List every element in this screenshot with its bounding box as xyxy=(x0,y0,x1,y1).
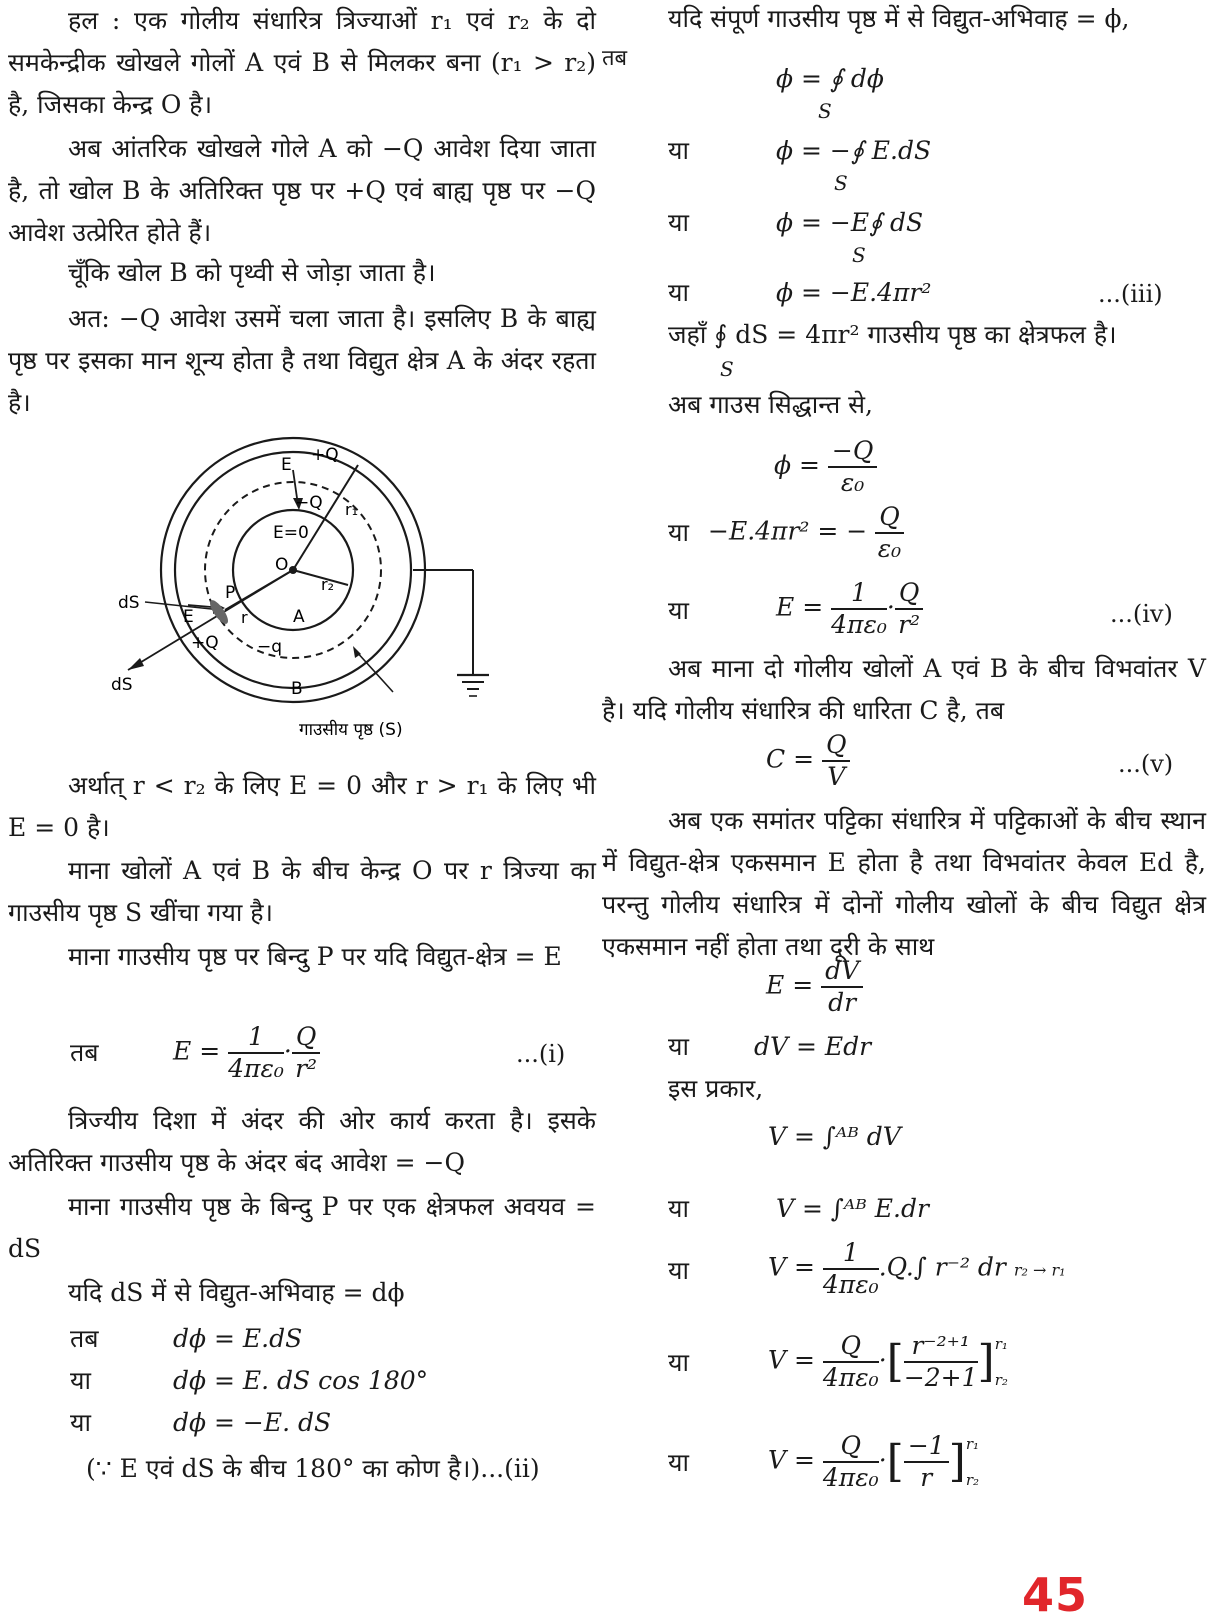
dS-arrowhead xyxy=(128,658,144,670)
eq-V-5: V = $\frac{Q}{\text{4πε₀}}$ ·[ $\frac{-1}{r}$ ] r₁ r₂ xyxy=(768,1426,979,1498)
gauss-law-text: अब गाउस सिद्धान्त से, xyxy=(668,390,873,419)
eq-V-4: V = $\frac{Q}{\text{4πε₀}}$ ·[ $\frac{\text{r⁻²⁺¹}}{-2+1}$ ] r₁ r₂ xyxy=(768,1326,1008,1398)
label-dS-left: dS xyxy=(118,593,140,613)
v5-bracket-open: [ xyxy=(886,1436,904,1487)
v4-den: 4πε₀ xyxy=(822,1363,879,1392)
eq-flux-2-prefix: या xyxy=(668,136,689,165)
paragraph-flux-element: यदि dS में से विद्युत-अभिवाह = dϕ xyxy=(68,1278,405,1307)
v5-limit-top: r₁ xyxy=(965,1435,980,1453)
g3-fraction-1 xyxy=(831,578,887,640)
g2-den: ε₀ xyxy=(877,534,902,563)
label-dS-bottom: dS xyxy=(111,675,133,695)
v5-num: Q xyxy=(823,1431,879,1463)
v3-lhs: V = xyxy=(768,1252,815,1282)
v5-bracket-den: r xyxy=(920,1463,933,1492)
label-A: A xyxy=(293,607,305,627)
g3-num1: 1 xyxy=(831,578,887,610)
v3-num: 1 xyxy=(823,1238,879,1270)
v4-bracket-close: ] xyxy=(977,1336,995,1387)
v4-bracket-den: −2+1 xyxy=(903,1363,978,1392)
v4-fraction xyxy=(823,1331,879,1393)
label-r2: r₂ xyxy=(321,575,334,594)
paragraph-earth: चूँकि खोल B को पृथ्वी से जोड़ा जाता है। xyxy=(68,258,436,287)
equation-i-number: ...(i) xyxy=(516,1040,566,1068)
paragraph-charge: अब आंतरिक खोखले गोले A को −Q आवेश दिया जाता है, तो खोल B के अतिरिक्त पृष्ठ पर +Q एवं बाह्य पृष्ठ पर −Q आवेश उत्प्रेरित होते हैं। xyxy=(8,134,596,247)
eq-V-3 xyxy=(768,1238,1066,1300)
g3-den2: r² xyxy=(898,610,921,639)
eq-flux-2: ϕ = −∮ E.dS xyxy=(776,136,932,165)
eq-flux-4: ϕ = −E.4πr² xyxy=(776,278,932,307)
c1-num: Q xyxy=(822,730,851,762)
v4-limit-top: r₁ xyxy=(994,1335,1008,1353)
g3-den1: 4πε₀ xyxy=(831,610,887,639)
label-minus-Q: −Q xyxy=(295,493,323,513)
eq1-lhs: E = xyxy=(173,1036,221,1066)
flux-total-text: यदि संपूर्ण गाउसीय पृष्ठ में से विद्युत-अभिवाह = ϕ, xyxy=(668,4,1130,33)
d1-lhs: E = xyxy=(766,970,814,1000)
eq-V-3-prefix: या xyxy=(668,1256,689,1285)
v4-limit-bottom: r₂ xyxy=(994,1371,1008,1389)
v5-fraction xyxy=(823,1431,879,1493)
g2-lhs: −E.4πr² = − xyxy=(708,516,868,546)
g1-lhs: ϕ = xyxy=(774,450,820,480)
eq-iv: E = $\frac{1}{\text{4πε₀}}$ · $\frac{Q}{\text{r²}}$ xyxy=(776,578,923,640)
label-tab: तब xyxy=(70,1038,99,1067)
eq1-fraction-1 xyxy=(228,1022,284,1084)
v5-bracket-num: −1 xyxy=(904,1431,949,1463)
eq-v-number: ...(v) xyxy=(1118,750,1174,778)
v5-bracket-close: ] xyxy=(948,1436,966,1487)
line-4-note: (∵ E एवं dS के बीच 180° का कोण है।)...(ii) xyxy=(86,1454,540,1483)
paragraph-field-at-P: माना गाउसीय पृष्ठ पर बिन्दु P पर यदि विद्युत-क्षेत्र = E xyxy=(68,942,562,971)
v4-lhs: V = xyxy=(768,1345,815,1375)
eq-flux-3-sub: S xyxy=(852,243,866,267)
eq-field-gradient xyxy=(766,956,863,1018)
eq1-num2: Q xyxy=(292,1022,321,1054)
v4-bracket-fraction xyxy=(904,1331,978,1393)
v3-fraction xyxy=(823,1238,879,1300)
solution-intro: हल : एक गोलीय संधारित्र त्रिज्याओं r₁ एवं r₂ के दो समकेन्द्रीक खोखले गोलों A एवं B से मिलकर बना (r₁ > r₂) है, जिसका केन्द्र O है। xyxy=(8,6,596,119)
g1-fraction xyxy=(828,436,877,498)
g3-lhs: E = xyxy=(776,592,824,622)
potential-difference-text: अब माना दो गोलीय खोलों A एवं B के बीच विभवांतर V है। यदि गोलीय संधारित्र की धारिता C है, तब xyxy=(602,654,1206,725)
eq-V-2-prefix: या xyxy=(668,1194,689,1223)
v5-limit-bottom: r₂ xyxy=(965,1471,980,1489)
d1-fraction xyxy=(821,956,863,1018)
d1-num: dV xyxy=(821,956,863,988)
v3-limits: r₂ → r₁ xyxy=(1013,1260,1066,1280)
line-3-prefix: या xyxy=(70,1408,91,1437)
page-number: 45 xyxy=(1022,1568,1089,1622)
label-O: O xyxy=(275,555,289,575)
line-3-equation: dϕ = −E. dS xyxy=(173,1408,332,1437)
v5-den: 4πε₀ xyxy=(822,1463,879,1492)
label-P: P xyxy=(225,583,236,603)
label-E-top: E xyxy=(281,455,292,475)
v5-lhs: V = xyxy=(768,1445,815,1475)
v3-den: 4πε₀ xyxy=(822,1270,879,1299)
eq-iii-number: ...(iii) xyxy=(1098,280,1163,308)
eq-flux-1-sub: S xyxy=(818,99,832,123)
label-plus-Q-low: +Q xyxy=(191,633,219,653)
c1-lhs: C = xyxy=(766,744,815,774)
eq1-num1: 1 xyxy=(228,1022,284,1054)
label-B: B xyxy=(291,679,303,699)
eq-V-5-prefix: या xyxy=(668,1448,689,1477)
eq1-den1: 4πε₀ xyxy=(228,1054,284,1083)
d1-den: dr xyxy=(828,988,857,1017)
v4-num: Q xyxy=(823,1331,879,1363)
label-r: r xyxy=(241,608,248,627)
parallel-plate-text: अब एक समांतर पट्टिका संधारित्र में पट्टिकाओं के बीच स्थान में विद्युत-क्षेत्र एकसमान E होता है तथा विभवांतर केवल Ed है, परन्तु गोलीय संधारित्र में दोनों गोलीय खोलों के बीच विद्युत क्षेत्र एकसमान नहीं होता तथा दूरी के साथ xyxy=(602,806,1206,961)
equation-i: E = $\frac{1}{\text{4πε₀}}$ · $\frac{Q}{\text{r²}}$ xyxy=(173,1022,320,1084)
line-2-equation: dϕ = E. dS cos 180° xyxy=(173,1366,429,1395)
eq-V-2: V = ∫ᴬᴮ E.dr xyxy=(776,1194,929,1223)
g2-num: Q xyxy=(875,502,904,534)
g2-fraction xyxy=(875,502,904,564)
g1-num: −Q xyxy=(828,436,877,468)
eq-flux-1: ϕ = ∮ dϕ xyxy=(776,64,884,93)
flux-total-then: तब xyxy=(602,46,628,71)
v4-limits xyxy=(995,1326,1008,1398)
eq-dV: dV = Edr xyxy=(754,1032,872,1061)
figure-caption: गाउसीय पृष्ठ (S) xyxy=(299,720,403,740)
v5-bracket-fraction xyxy=(904,1431,949,1493)
paragraph-field-inside: अत: −Q आवेश उसमें चला जाता है। इसलिए B के बाह्य पृष्ठ पर इसका मान शून्य होता है तथा विद्युत क्षेत्र A के अंदर रहता है। xyxy=(8,304,596,417)
eq-V-1: V = ∫ᴬᴮ dV xyxy=(768,1122,901,1151)
c1-den: V xyxy=(827,762,846,791)
g3-fraction-2 xyxy=(895,578,924,640)
paragraph-radial-direction: त्रिज्यीय दिशा में अंदर की ओर कार्य करता है। इसके अतिरिक्त गाउसीय पृष्ठ के अंदर बंद आवेश = −Q xyxy=(8,1106,596,1177)
label-E-zero: E=0 xyxy=(273,523,309,543)
eq-gauss-1 xyxy=(774,436,877,498)
v4-bracket-open: [ xyxy=(886,1336,904,1387)
paragraph-area-element: माना गाउसीय पृष्ठ के बिन्दु P पर एक क्षेत्रफल अवयव = dS xyxy=(8,1192,596,1263)
eq1-fraction-2 xyxy=(292,1022,321,1084)
v4-bracket-num: r⁻²⁺¹ xyxy=(904,1331,978,1363)
eq-iv-number: ...(iv) xyxy=(1110,600,1173,628)
eq-flux-3: ϕ = −E∮ dS xyxy=(776,208,924,237)
eq-V-4-prefix: या xyxy=(668,1348,689,1377)
v5-limits xyxy=(966,1426,979,1498)
gaussian-area-sub: S xyxy=(720,357,734,381)
label-minus-q: −q xyxy=(257,637,283,657)
eq-flux-4-prefix: या xyxy=(668,278,689,307)
line-1-equation: dϕ = E.dS xyxy=(173,1324,303,1353)
label-r1: r₁ xyxy=(345,500,358,519)
eq1-den2: r² xyxy=(295,1054,318,1083)
eq-flux-2-sub: S xyxy=(834,171,848,195)
label-E-left: E xyxy=(183,607,194,627)
line-1-prefix: तब xyxy=(70,1324,99,1353)
eq-gauss-2-prefix: या xyxy=(668,518,689,547)
label-plus-Q-top: +Q xyxy=(311,445,339,465)
g1-den: ε₀ xyxy=(840,468,865,497)
v3-rest: .Q.∫ r⁻² dr xyxy=(878,1252,1006,1282)
g3-num2: Q xyxy=(895,578,924,610)
c1-fraction xyxy=(822,730,851,792)
eq-v xyxy=(766,730,850,792)
gaussian-area-text: जहाँ ∮ dS = 4πr² गाउसीय पृष्ठ का क्षेत्रफल है। xyxy=(668,320,1117,349)
spherical-capacitor-diagram xyxy=(103,430,523,760)
line-2-prefix: या xyxy=(70,1366,91,1395)
eq-gauss-3-prefix: या xyxy=(668,596,689,625)
paragraph-gaussian-surface: माना खोलों A एवं B के बीच केन्द्र O पर r त्रिज्या का गाउसीय पृष्ठ S खींचा गया है। xyxy=(8,856,596,927)
thus-text: इस प्रकार, xyxy=(668,1074,764,1103)
eq-dV-prefix: या xyxy=(668,1032,689,1061)
eq-gauss-2 xyxy=(708,502,904,564)
paragraph-field-zero: अर्थात् r < r₂ के लिए E = 0 और r > r₁ के लिए भी E = 0 है। xyxy=(8,771,596,842)
eq-flux-3-prefix: या xyxy=(668,208,689,237)
